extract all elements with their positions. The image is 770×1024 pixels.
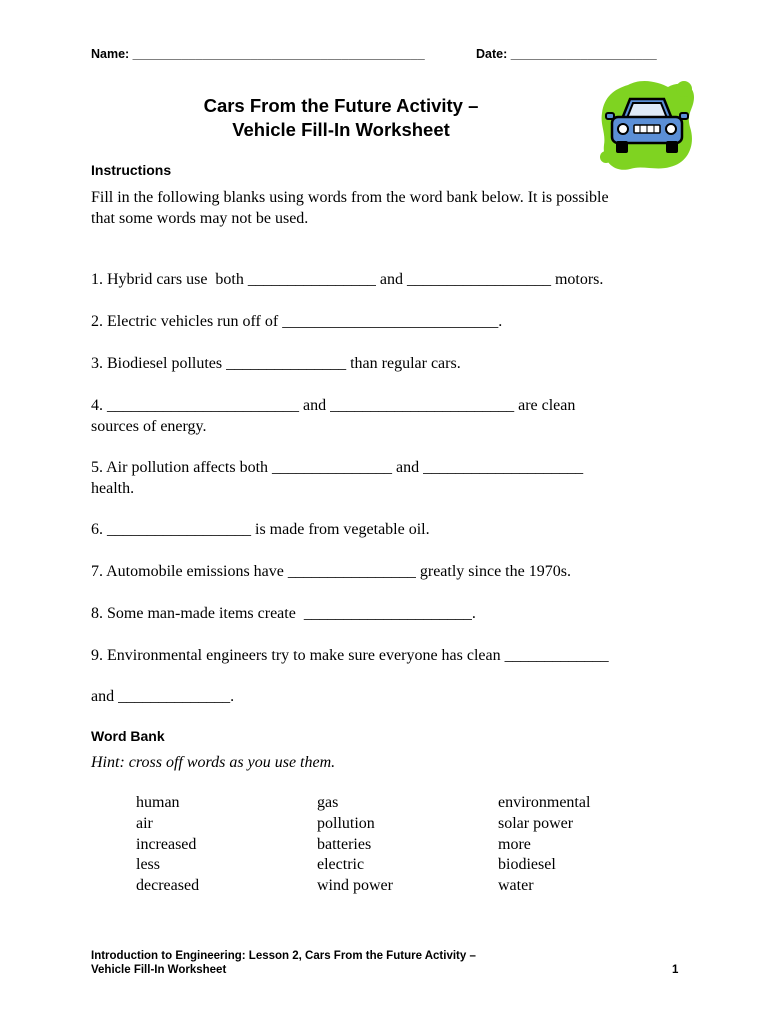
car-icon <box>598 75 696 173</box>
name-field[interactable]: Name: __________________________________________ <box>91 47 425 61</box>
word-bank-item: air <box>136 814 153 832</box>
word-bank-column-1 <box>136 793 199 897</box>
question-9[interactable]: 9. Environmental engineers try to make sure everyone has clean _____________ <box>91 647 609 664</box>
date-field[interactable]: Date: _____________________ <box>476 47 657 61</box>
question-3[interactable]: 3. Biodiesel pollutes _______________ than regular cars. <box>91 355 461 372</box>
page-number: 1 <box>672 964 679 976</box>
word-bank-item: decreased <box>136 877 200 895</box>
question-8[interactable]: 8. Some man-made items create _____________________. <box>91 605 476 622</box>
page-title-line1: Cars From the Future Activity – <box>203 95 479 116</box>
word-bank-item: environmental <box>498 794 591 811</box>
question-7[interactable]: 7. Automobile emissions have ________________ greatly since the 1970s. <box>91 563 571 580</box>
instructions-text-line1: Fill in the following blanks using words from the word bank below. It is possible <box>91 189 609 206</box>
word-bank-item: more <box>498 835 531 853</box>
question-4-continued: sources of energy. <box>91 418 207 435</box>
word-bank-column-2 <box>317 793 393 897</box>
page-title-line2: Vehicle Fill-In Worksheet <box>232 119 450 140</box>
word-bank-column-3 <box>498 793 590 897</box>
word-bank-hint: Hint: cross off words as you use them. <box>91 754 336 771</box>
word-bank-item: solar power <box>498 814 574 832</box>
instructions-heading: Instructions <box>91 162 172 178</box>
footer-line2: Vehicle Fill-In Worksheet <box>91 964 227 976</box>
question-1[interactable]: 1. Hybrid cars use both ________________ and __________________ motors. <box>91 271 604 288</box>
question-2[interactable]: 2. Electric vehicles run off of ___________________________. <box>91 313 503 330</box>
word-bank-item: human <box>136 794 180 811</box>
question-9-continued[interactable]: and ______________. <box>91 688 235 705</box>
word-bank-item: water <box>498 877 534 895</box>
question-5-continued: health. <box>91 480 135 497</box>
question-5[interactable]: 5. Air pollution affects both _______________ and ____________________ <box>91 459 584 476</box>
word-bank-item: wind power <box>317 877 393 895</box>
word-bank-item: biodiesel <box>498 856 556 874</box>
word-bank-item: electric <box>317 856 365 874</box>
question-4[interactable]: 4. ________________________ and _______________________ are clean <box>91 397 576 414</box>
word-bank-item: gas <box>317 794 339 811</box>
word-bank-item: batteries <box>317 835 372 853</box>
word-bank-heading: Word Bank <box>91 728 165 744</box>
word-bank-item: less <box>136 856 160 874</box>
footer-line1: Introduction to Engineering: Lesson 2, Cars From the Future Activity – <box>91 950 476 962</box>
question-6[interactable]: 6. __________________ is made from vegetable oil. <box>91 521 430 538</box>
instructions-text-line2: that some words may not be used. <box>91 210 309 227</box>
word-bank-item: increased <box>136 835 197 853</box>
word-bank-item: pollution <box>317 814 375 832</box>
